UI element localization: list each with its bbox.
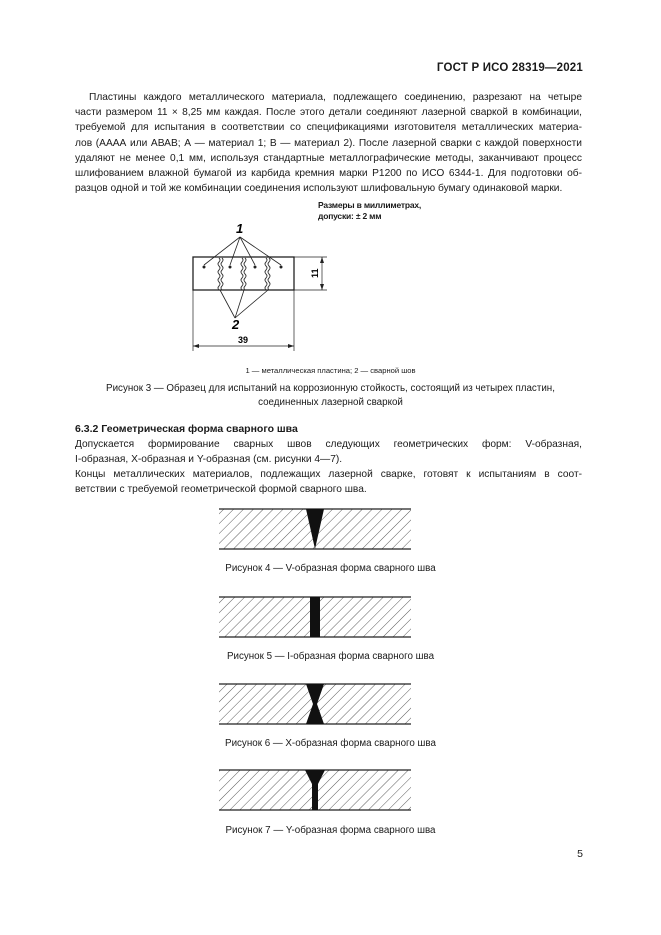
paragraph-line: Допускается формирование сварных швов следующих геометрических форм: V-образная, [75, 439, 582, 450]
paragraph-line: ветствии с требуемой геометрической формой сварного шва. [75, 484, 367, 496]
paragraph-line: требуемой для испытания в соответствии со спецификациями изготовителя металлических материа- [75, 122, 582, 134]
figure4-caption: Рисунок 4 — V-образная форма сварного шва [225, 563, 436, 574]
label-2: 2 [232, 317, 240, 332]
paragraph-line: Пластины каждого металлического материала, подлежащего соединению, разрезают на четыре [89, 92, 582, 103]
paragraph-line: удаляют не менее 0,1 мм, используя стандартные металлографические методы, заканчивают процесс [75, 152, 582, 164]
paragraph-line: Концы металлических материалов, подлежащих лазерной сварке, готовят к испытаниям в соот- [75, 469, 582, 480]
figure4-drawing [219, 509, 411, 549]
figure7-drawing [219, 770, 411, 810]
paragraph-line: лов (АААА или АВАВ; А — материал 1; В — материал 2). После лазерной сварки с каждой поверхности [75, 137, 582, 149]
dimensions-note-line: допуски: ± 2 мм [318, 211, 382, 221]
figure5-caption: Рисунок 5 — I-образная форма сварного шва [226, 651, 435, 662]
paragraph-line: I-образная, X-образная и Y-образная (см. рисунки 4—7). [75, 454, 343, 466]
dimension-height-label: 11 [310, 268, 320, 278]
dimensions-note-line: Размеры в миллиметрах, [318, 200, 422, 210]
weld-i-shape [310, 597, 320, 637]
caption-line: Рисунок 3 — Образец для испытаний на коррозионную стойкость, состоящий из четырех пластин, [106, 383, 555, 394]
paragraph-line: части размером 11 × 8,25 мм каждая. После этого детали соединяют лазерной сваркой в комбинации, [75, 107, 582, 119]
paragraph-line: шлифованием влажной бумагой из карбида кремния марки Р1200 по ИСО 6344-1. Для подготовки об- [75, 168, 582, 180]
caption-line: соединенных лазерной сваркой [258, 397, 403, 408]
page-number: 5 [577, 848, 583, 860]
figure3-legend: 1 — металлическая пластина; 2 — сварной шов [245, 366, 416, 375]
figure6-drawing [219, 684, 411, 724]
figure6-caption: Рисунок 6 — X-образная форма сварного шва [225, 738, 436, 749]
document-id: ГОСТ Р ИСО 28319—2021 [436, 62, 583, 74]
figure5-drawing [219, 597, 411, 637]
section-heading: 6.3.2 Геометрическая форма сварного шва [75, 423, 298, 435]
dimension-width-label: 39 [238, 335, 249, 345]
paragraph-line: разцов одной и той же комбинации соединения используют шлифовальную бумагу одинаковой марки. [75, 183, 563, 195]
label-1: 1 [236, 221, 244, 236]
figure7-caption: Рисунок 7 — Y-образная форма сварного шва [225, 825, 436, 836]
